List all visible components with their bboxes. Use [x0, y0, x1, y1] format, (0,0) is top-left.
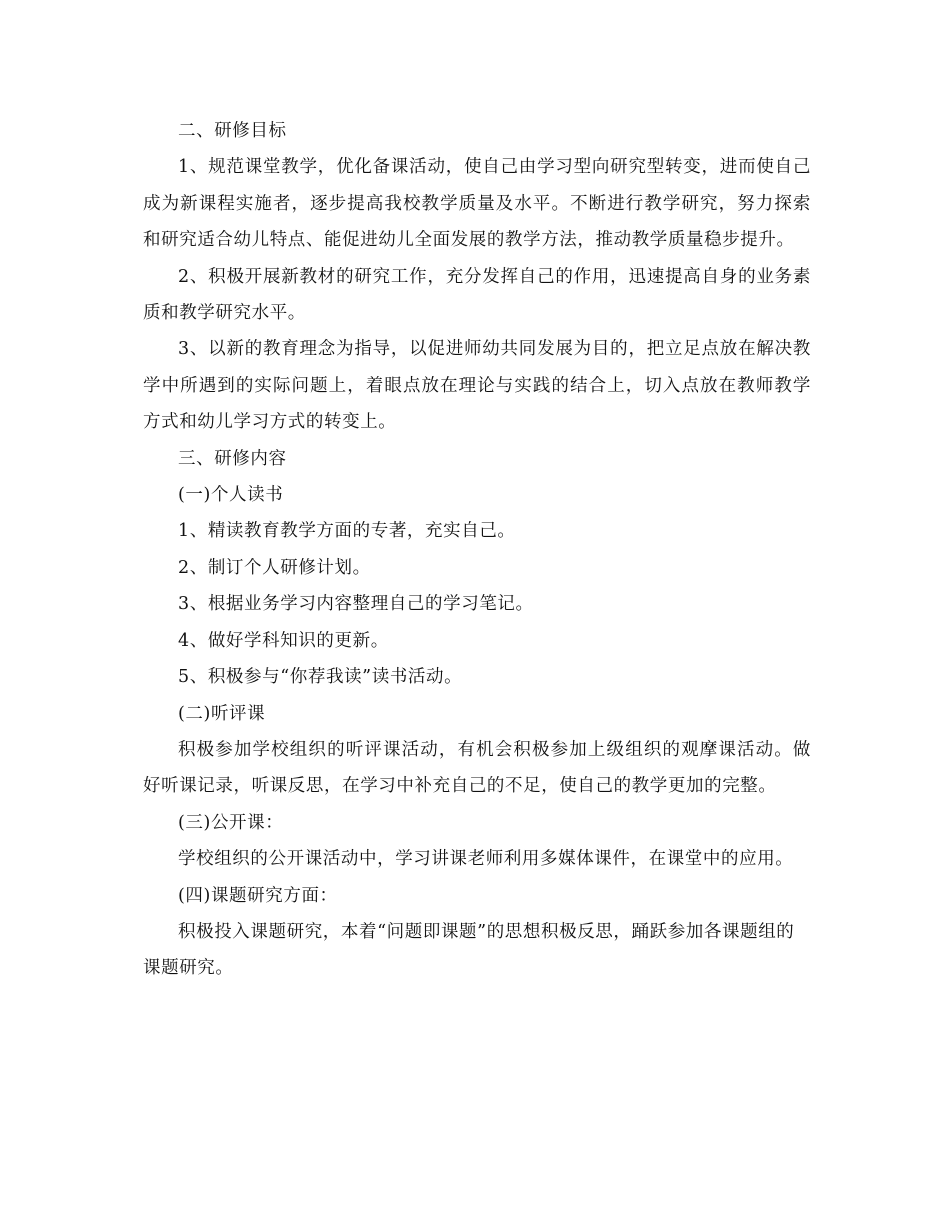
subsection-heading-lesson-review: (二)听评课	[178, 703, 266, 724]
section-heading-content: 三、研修内容	[178, 448, 287, 469]
reading-item-1: 1、精读教育教学方面的专著，充实自己。	[178, 521, 516, 542]
lesson-review-text: 积极参加学校组织的听评课活动，有机会积极参加上级组织的观摩课活动。做好听课记录，听课反思，在学习中补充自己的不足，使自己的教学更加的完整。	[143, 739, 811, 797]
subsection-heading-open-class: (三)公开课：	[178, 812, 284, 833]
document-body	[143, 113, 811, 987]
subsection-heading-reading: (一)个人读书	[178, 485, 284, 506]
section-heading-goals: 二、研修目标	[178, 121, 287, 141]
goal-item-3: 3、以新的教育理念为指导，以促进师幼共同发展为目的，把立足点放在解决教学中所遇到的实际问题上，着眼点放在理论与实践的结合上，切入点放在教师教学方式和幼儿学习方式的转变上。	[143, 339, 811, 433]
reading-item-5: 5、积极参与“你荐我读”读书活动。	[178, 667, 463, 688]
open-class-text: 学校组织的公开课活动中，学习讲课老师利用多媒体课件，在课堂中的应用。	[178, 849, 794, 870]
reading-item-4: 4、做好学科知识的更新。	[178, 630, 389, 651]
goal-item-2: 2、积极开展新教材的研究工作，充分发挥自己的作用，迅速提高自身的业务素质和教学研究水平。	[143, 266, 811, 324]
research-text: 积极投入课题研究，本着“问题即课题”的思想积极反思，踊跃参加各课题组的课题研究。	[143, 921, 795, 979]
reading-item-3: 3、根据业务学习内容整理自己的学习笔记。	[178, 594, 534, 615]
subsection-heading-research: (四)课题研究方面：	[178, 885, 338, 906]
reading-item-2: 2、制订个人研修计划。	[178, 557, 371, 578]
goal-item-1: 1、规范课堂教学，优化备课活动，使自己由学习型向研究型转变，进而使自己成为新课程实施者，逐步提高我校教学质量及水平。不断进行教学研究，努力探索和研究适合幼儿特点、能促进幼儿全面发展的教学方法，推动教学质量稳步提升。	[143, 157, 811, 251]
